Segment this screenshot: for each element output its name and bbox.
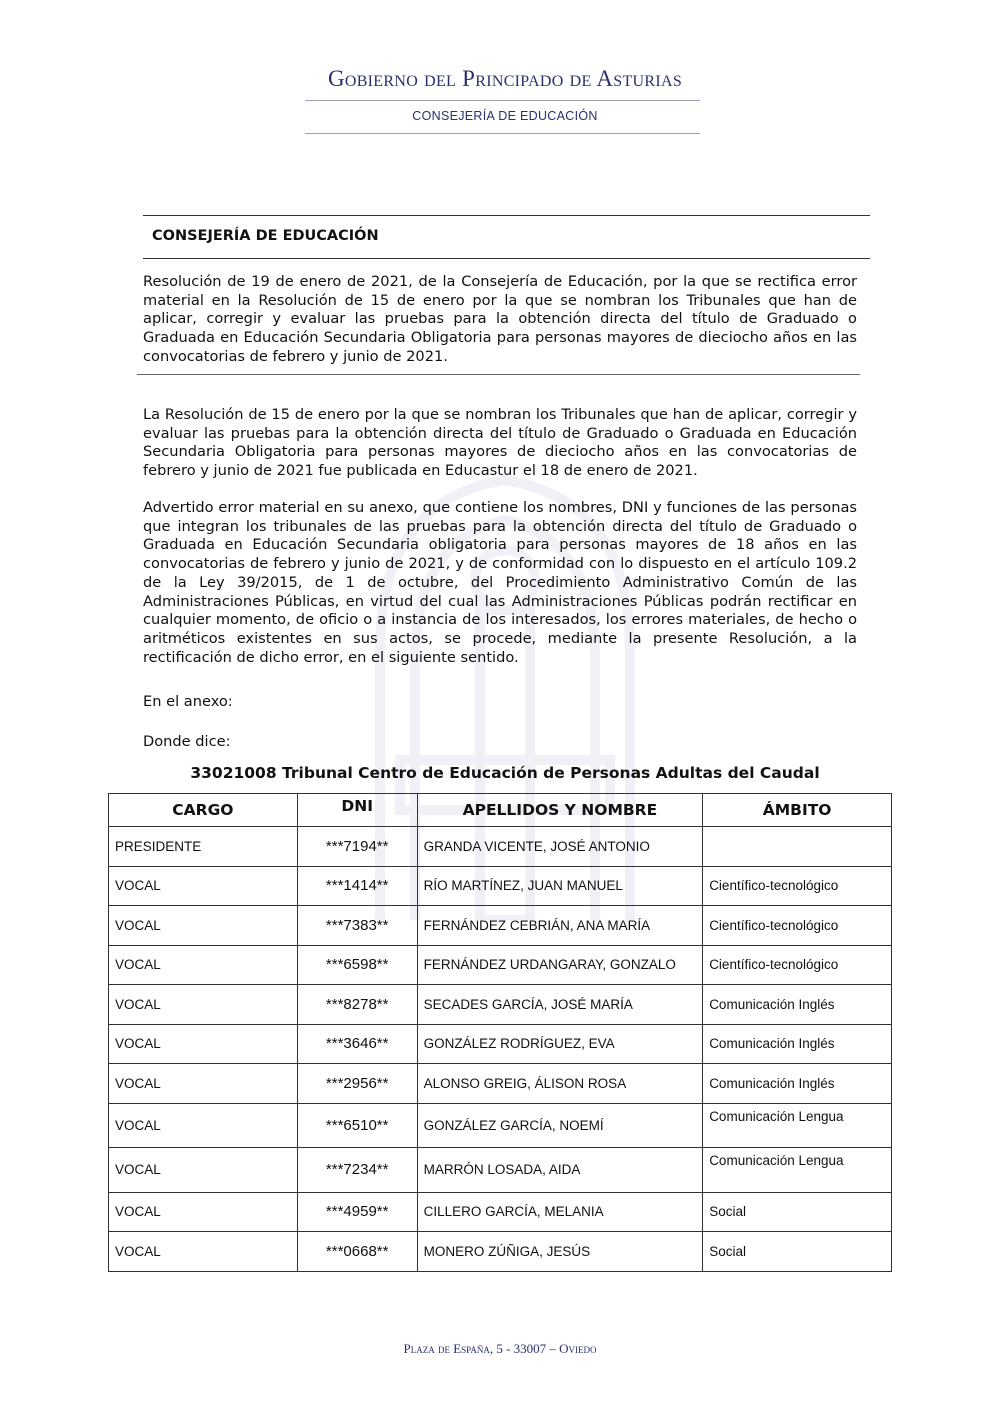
cell-ambito: Social <box>703 1192 892 1232</box>
cell-nombre: GONZÁLEZ GARCÍA, NOEMÍ <box>417 1103 703 1148</box>
cell-dni: ***6510** <box>297 1103 417 1148</box>
header-dni: DNI <box>297 794 417 827</box>
cell-cargo: VOCAL <box>109 1192 298 1232</box>
table-row <box>109 985 892 1025</box>
cell-nombre: MONERO ZÚÑIGA, JESÚS <box>417 1232 703 1272</box>
resolution-summary: Resolución de 19 de enero de 2021, de la Consejería de Educación, por la que se rectifica error material en la Resolución de 15 de enero por la que se nombran los Tribunales que han de aplicar, corregir y evaluar las pruebas para la obtención directa del título de Graduado o Graduada en Educación Secundaria Obligatoria para personas mayores de dieciocho años en las convocatorias de febrero y junio de 2021. <box>143 273 857 365</box>
table-row <box>109 906 892 946</box>
cell-cargo: VOCAL <box>109 1064 298 1104</box>
header-ambito: ÁMBITO <box>703 794 892 827</box>
cell-dni: ***8278** <box>297 985 417 1025</box>
footer-address: Plaza de España, 5 - 33007 – Oviedo <box>403 1341 597 1356</box>
header-rule-top <box>143 215 870 216</box>
letterhead-subtitle: CONSEJERÍA DE EDUCACIÓN <box>412 109 598 123</box>
cell-ambito: Comunicación Inglés <box>703 1024 892 1064</box>
tribunal-title: 33021008 Tribunal Centro de Educación de Personas Adultas del Caudal <box>190 764 820 782</box>
cell-nombre: MARRÓN LOSADA, AIDA <box>417 1148 703 1193</box>
table-row <box>109 1024 892 1064</box>
cell-nombre: RÍO MARTÍNEZ, JUAN MANUEL <box>417 866 703 906</box>
body-paragraph-2: Advertido error material en su anexo, que contiene los nombres, DNI y funciones de las personas que integran los tribunales de las pruebas para la obtención directa del título de Graduado o Graduada en Educación Secundaria obligatoria para personas mayores de 18 años en las convocatorias de febrero y junio de 2021, y de conformidad con lo dispuesto en el artículo 109.2 de la Ley 39/2015, de 1 de octubre, del Procedimiento Administrativo Común de las Administraciones Públicas, en virtud del cual las Administraciones Públicas podrán rectificar en cualquier momento, de oficio o a instancia de los interesados, los errores materiales, de hecho o aritméticos existentes en sus actos, se procede, mediante la presente Resolución, a la rectificación de dicho error, en el siguiente sentido. <box>143 499 857 666</box>
table-row <box>109 945 892 985</box>
cell-cargo: PRESIDENTE <box>109 827 298 867</box>
donde-dice-label: Donde dice: <box>143 733 231 750</box>
cell-cargo: VOCAL <box>109 1232 298 1272</box>
cell-cargo: VOCAL <box>109 906 298 946</box>
cell-dni: ***1414** <box>297 866 417 906</box>
cell-ambito: Comunicación Inglés <box>703 985 892 1025</box>
cell-cargo: VOCAL <box>109 1148 298 1193</box>
cell-ambito: Social <box>703 1232 892 1272</box>
cell-ambito <box>703 827 892 867</box>
cell-dni: ***6598** <box>297 945 417 985</box>
cell-ambito: Científico-tecnológico <box>703 866 892 906</box>
cell-dni: ***2956** <box>297 1064 417 1104</box>
cell-dni: ***7383** <box>297 906 417 946</box>
table-header-row <box>109 794 892 827</box>
cell-dni: ***7234** <box>297 1148 417 1193</box>
cell-ambito: Comunicación Inglés <box>703 1064 892 1104</box>
table-row <box>109 1192 892 1232</box>
cell-nombre: GONZÁLEZ RODRÍGUEZ, EVA <box>417 1024 703 1064</box>
table-row <box>109 1064 892 1104</box>
cell-ambito: Comunicación Lengua <box>703 1103 892 1148</box>
header-cargo: CARGO <box>109 794 298 827</box>
cell-ambito: Comunicación Lengua <box>703 1148 892 1193</box>
cell-ambito: Científico-tecnológico <box>703 906 892 946</box>
letterhead-divider <box>305 100 700 101</box>
header-rule-middle <box>143 258 870 259</box>
table-row <box>109 1103 892 1148</box>
cell-cargo: VOCAL <box>109 1024 298 1064</box>
table-row <box>109 827 892 867</box>
body-paragraph-1: La Resolución de 15 de enero por la que se nombran los Tribunales que han de aplicar, corregir y evaluar las pruebas para la obtención directa del título de Graduado o Graduada en Educación Secundaria Obligatoria para personas mayores de dieciocho años en las convocatorias de febrero y junio de 2021 fue publicada en Educastur el 18 de enero de 2021. <box>143 406 857 480</box>
letterhead-divider <box>305 133 700 134</box>
cell-dni: ***0668** <box>297 1232 417 1272</box>
section-title: CONSEJERÍA DE EDUCACIÓN <box>152 228 379 244</box>
cell-nombre: SECADES GARCÍA, JOSÉ MARÍA <box>417 985 703 1025</box>
cell-cargo: VOCAL <box>109 985 298 1025</box>
cell-cargo: VOCAL <box>109 866 298 906</box>
cell-ambito: Científico-tecnológico <box>703 945 892 985</box>
cell-dni: ***4959** <box>297 1192 417 1232</box>
table-row <box>109 1148 892 1193</box>
tribunal-table <box>108 793 892 1272</box>
anexo-label: En el anexo: <box>143 693 233 710</box>
cell-dni: ***7194** <box>297 827 417 867</box>
cell-nombre: CILLERO GARCÍA, MELANIA <box>417 1192 703 1232</box>
table-row <box>109 1232 892 1272</box>
cell-nombre: ALONSO GREIG, ÁLISON ROSA <box>417 1064 703 1104</box>
cell-cargo: VOCAL <box>109 1103 298 1148</box>
cell-nombre: FERNÁNDEZ URDANGARAY, GONZALO <box>417 945 703 985</box>
table-row <box>109 866 892 906</box>
cell-nombre: FERNÁNDEZ CEBRIÁN, ANA MARÍA <box>417 906 703 946</box>
cell-dni: ***3646** <box>297 1024 417 1064</box>
header-rule-bottom <box>137 374 860 375</box>
header-nombre: APELLIDOS Y NOMBRE <box>417 794 703 827</box>
cell-nombre: GRANDA VICENTE, JOSÉ ANTONIO <box>417 827 703 867</box>
letterhead-title: Gobierno del Principado de Asturias <box>327 66 683 91</box>
cell-cargo: VOCAL <box>109 945 298 985</box>
